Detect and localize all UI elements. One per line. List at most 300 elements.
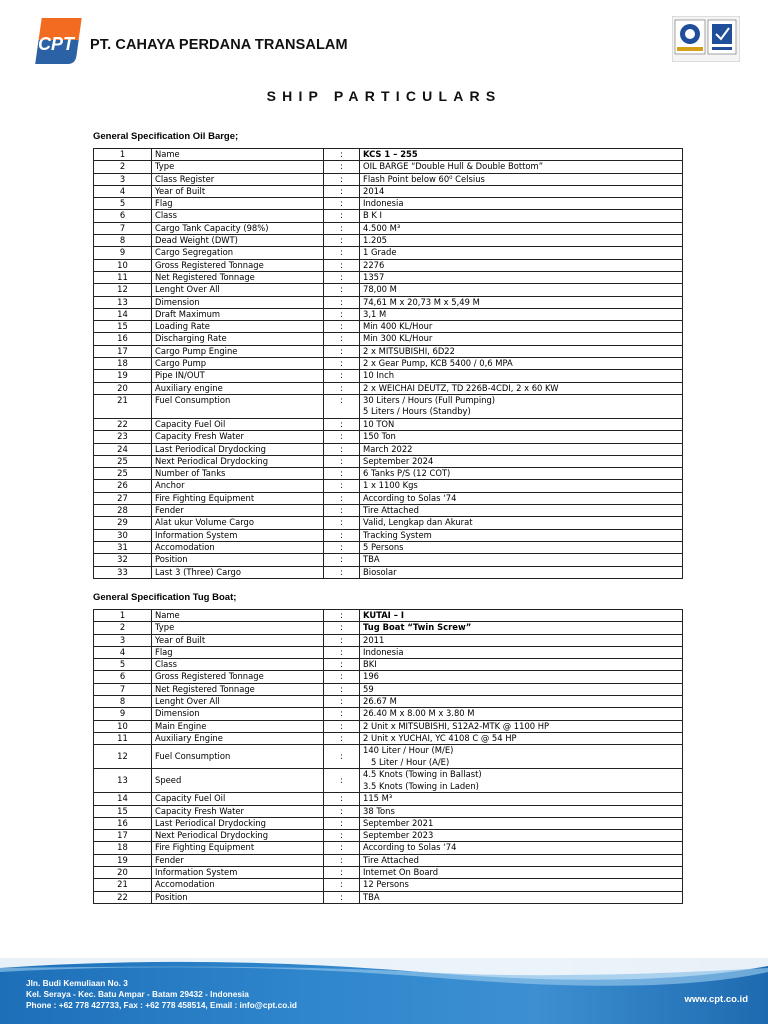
row-number: 5 (94, 659, 152, 671)
value-line: 196 (363, 671, 379, 682)
row-separator: : (324, 222, 360, 234)
row-separator: : (324, 198, 360, 210)
company-logo-icon (30, 16, 82, 66)
address-line-3: Phone : +62 778 427733, Fax : +62 778 458514, Email : info@cpt.co.id (26, 1000, 297, 1010)
row-number: 2 (94, 161, 152, 173)
row-label: Dimension (152, 296, 324, 308)
row-separator: : (324, 891, 360, 903)
row-label: Type (152, 161, 324, 173)
row-number: 25 (94, 468, 152, 480)
oil-barge-spec-table (93, 148, 683, 579)
table-row (94, 830, 683, 842)
value-line: 1 x 1100 Kgs (363, 480, 418, 491)
row-separator: : (324, 517, 360, 529)
row-label: Fuel Consumption (152, 394, 324, 418)
row-number: 3 (94, 173, 152, 185)
table-row (94, 296, 683, 308)
row-separator: : (324, 210, 360, 222)
row-label: Name (152, 149, 324, 161)
value-line: 26.67 M (363, 696, 397, 707)
letterhead (0, 0, 768, 80)
table-row (94, 505, 683, 517)
row-value (360, 854, 683, 866)
row-number: 2 (94, 622, 152, 634)
row-label: Fuel Consumption (152, 745, 324, 769)
row-value (360, 554, 683, 566)
row-number: 20 (94, 867, 152, 879)
row-label: Capacity Fresh Water (152, 431, 324, 443)
row-label: Fender (152, 505, 324, 517)
value-line: TBA (363, 554, 380, 565)
table-row (94, 817, 683, 829)
value-line: Valid, Lengkap dan Akurat (363, 517, 473, 528)
table-row (94, 634, 683, 646)
row-separator: : (324, 492, 360, 504)
table-row (94, 431, 683, 443)
row-value (360, 745, 683, 769)
row-value (360, 418, 683, 430)
row-separator: : (324, 480, 360, 492)
row-value (360, 161, 683, 173)
value-line: 1 Grade (363, 247, 397, 258)
row-label: Anchor (152, 480, 324, 492)
table-row (94, 566, 683, 578)
row-label: Position (152, 891, 324, 903)
row-label: Number of Tanks (152, 468, 324, 480)
row-value (360, 173, 683, 185)
value-line: March 2022 (363, 443, 413, 454)
row-separator: : (324, 842, 360, 854)
value-line: Flash Point below 60⁰ Celsius (363, 173, 485, 184)
row-separator: : (324, 382, 360, 394)
value-line: OIL BARGE “Double Hull & Double Bottom” (363, 161, 544, 172)
row-separator: : (324, 443, 360, 455)
row-number: 15 (94, 805, 152, 817)
row-value (360, 431, 683, 443)
value-line: According to Solas ‘74 (363, 492, 457, 503)
row-separator: : (324, 805, 360, 817)
row-label: Year of Built (152, 634, 324, 646)
row-number: 1 (94, 149, 152, 161)
value-line: Tire Attached (363, 854, 419, 865)
value-line-2: 5 Liter / Hour (A/E) (363, 756, 450, 767)
value-line: TBA (363, 891, 380, 902)
row-label: Cargo Pump Engine (152, 345, 324, 357)
row-value (360, 830, 683, 842)
company-name: PT. CAHAYA PERDANA TRANSALAM (90, 37, 348, 53)
row-value (360, 185, 683, 197)
row-separator: : (324, 284, 360, 296)
row-label: Lenght Over All (152, 696, 324, 708)
table-row (94, 185, 683, 197)
row-value (360, 358, 683, 370)
row-number: 14 (94, 308, 152, 320)
row-value (360, 247, 683, 259)
oil-barge-heading: General Specification Oil Barge; (93, 131, 239, 142)
value-line: 5 Persons (363, 541, 404, 552)
table-row (94, 793, 683, 805)
value-line: KUTAI – I (363, 610, 404, 620)
row-value (360, 646, 683, 658)
table-row (94, 247, 683, 259)
row-value (360, 149, 683, 161)
row-separator: : (324, 321, 360, 333)
row-value (360, 867, 683, 879)
row-separator: : (324, 247, 360, 259)
value-line: 10 Inch (363, 370, 395, 381)
row-separator: : (324, 696, 360, 708)
row-separator: : (324, 271, 360, 283)
value-line: 4.500 M³ (363, 222, 401, 233)
table-row (94, 222, 683, 234)
table-row (94, 259, 683, 271)
table-row (94, 732, 683, 744)
row-number: 17 (94, 830, 152, 842)
table-row (94, 271, 683, 283)
table-row (94, 198, 683, 210)
row-value (360, 370, 683, 382)
row-label: Next Periodical Drydocking (152, 830, 324, 842)
row-label: Name (152, 610, 324, 622)
row-separator: : (324, 235, 360, 247)
row-separator: : (324, 769, 360, 793)
row-separator: : (324, 830, 360, 842)
tug-boat-heading: General Specification Tug Boat; (93, 592, 237, 603)
table-row (94, 842, 683, 854)
row-value (360, 394, 683, 418)
row-separator: : (324, 259, 360, 271)
row-value (360, 793, 683, 805)
table-row (94, 345, 683, 357)
table-row (94, 443, 683, 455)
table-row (94, 284, 683, 296)
row-separator: : (324, 646, 360, 658)
row-value (360, 271, 683, 283)
row-separator: : (324, 345, 360, 357)
row-value (360, 671, 683, 683)
table-row (94, 308, 683, 320)
row-value (360, 345, 683, 357)
row-number: 17 (94, 345, 152, 357)
value-line: 4.5 Knots (Towing in Ballast) (363, 769, 482, 780)
row-separator: : (324, 634, 360, 646)
value-line: 12 Persons (363, 879, 409, 890)
value-line: 30 Liters / Hours (Full Pumping) (363, 394, 496, 405)
row-number: 18 (94, 842, 152, 854)
table-row (94, 492, 683, 504)
row-label: Last Periodical Drydocking (152, 817, 324, 829)
table-row (94, 455, 683, 467)
row-number: 10 (94, 259, 152, 271)
row-number: 29 (94, 517, 152, 529)
table-row (94, 867, 683, 879)
value-line: 26.40 M x 8.00 M x 3.80 M (363, 708, 475, 719)
row-value (360, 284, 683, 296)
table-row (94, 394, 683, 418)
row-number: 24 (94, 443, 152, 455)
row-value (360, 529, 683, 541)
row-number: 3 (94, 634, 152, 646)
table-row (94, 541, 683, 553)
row-number: 14 (94, 793, 152, 805)
row-value (360, 769, 683, 793)
row-value (360, 382, 683, 394)
row-value (360, 891, 683, 903)
row-value (360, 879, 683, 891)
row-label: Capacity Fuel Oil (152, 418, 324, 430)
row-separator: : (324, 659, 360, 671)
row-value (360, 308, 683, 320)
table-row (94, 321, 683, 333)
row-value (360, 455, 683, 467)
row-value (360, 610, 683, 622)
row-separator: : (324, 879, 360, 891)
table-row (94, 210, 683, 222)
row-label: Position (152, 554, 324, 566)
row-number: 6 (94, 210, 152, 222)
value-line: Biosolar (363, 566, 397, 577)
row-value (360, 259, 683, 271)
svg-text:CPT: CPT (38, 34, 74, 54)
row-label: Fender (152, 854, 324, 866)
row-separator: : (324, 671, 360, 683)
row-separator: : (324, 185, 360, 197)
value-line: 2276 (363, 259, 385, 270)
row-value (360, 732, 683, 744)
table-row (94, 382, 683, 394)
row-value (360, 541, 683, 553)
row-number: 32 (94, 554, 152, 566)
row-number: 4 (94, 185, 152, 197)
row-label: Pipe IN/OUT (152, 370, 324, 382)
value-line: 1357 (363, 271, 385, 282)
row-number: 12 (94, 745, 152, 769)
value-line: 2011 (363, 634, 385, 645)
value-line: 140 Liter / Hour (M/E) (363, 745, 454, 756)
row-separator: : (324, 333, 360, 345)
row-number: 19 (94, 854, 152, 866)
row-label: Dead Weight (DWT) (152, 235, 324, 247)
row-number: 22 (94, 891, 152, 903)
row-value (360, 634, 683, 646)
table-row (94, 720, 683, 732)
value-line: Min 300 KL/Hour (363, 333, 433, 344)
table-row (94, 769, 683, 793)
row-number: 27 (94, 492, 152, 504)
row-value (360, 505, 683, 517)
value-line: September 2024 (363, 455, 434, 466)
row-number: 31 (94, 541, 152, 553)
row-number: 13 (94, 296, 152, 308)
table-row (94, 149, 683, 161)
row-number: 7 (94, 683, 152, 695)
row-number: 18 (94, 358, 152, 370)
row-number: 11 (94, 271, 152, 283)
document-title: SHIP PARTICULARS (266, 88, 502, 104)
row-separator: : (324, 431, 360, 443)
row-separator: : (324, 554, 360, 566)
row-separator: : (324, 358, 360, 370)
row-separator: : (324, 793, 360, 805)
row-label: Net Registered Tonnage (152, 271, 324, 283)
row-number: 26 (94, 480, 152, 492)
row-separator: : (324, 149, 360, 161)
row-label: Capacity Fuel Oil (152, 793, 324, 805)
table-row (94, 517, 683, 529)
row-number: 21 (94, 879, 152, 891)
value-line: September 2023 (363, 830, 434, 841)
row-number: 12 (94, 284, 152, 296)
row-value (360, 321, 683, 333)
row-label: Accomodation (152, 879, 324, 891)
row-value (360, 517, 683, 529)
row-separator: : (324, 394, 360, 418)
row-label: Fire Fighting Equipment (152, 492, 324, 504)
value-line: 2 x WEICHAI DEUTZ, TD 226B-4CDI, 2 x 60 KW (363, 382, 559, 393)
table-row (94, 173, 683, 185)
value-line-2: 5 Liters / Hours (Standby) (363, 406, 471, 417)
row-label: Class (152, 659, 324, 671)
row-label: Gross Registered Tonnage (152, 259, 324, 271)
row-value (360, 480, 683, 492)
row-label: Year of Built (152, 185, 324, 197)
row-label: Dimension (152, 708, 324, 720)
row-value (360, 683, 683, 695)
value-line: 59 (363, 683, 374, 694)
row-separator: : (324, 720, 360, 732)
row-label: Alat ukur Volume Cargo (152, 517, 324, 529)
row-value (360, 296, 683, 308)
row-label: Lenght Over All (152, 284, 324, 296)
row-label: Information System (152, 867, 324, 879)
row-label: Cargo Segregation (152, 247, 324, 259)
table-row (94, 671, 683, 683)
website-link[interactable]: www.cpt.co.id (684, 994, 748, 1005)
value-line: 78,00 M (363, 284, 397, 295)
table-row (94, 235, 683, 247)
row-separator: : (324, 455, 360, 467)
value-line: 2 Unit x YUCHAI, YC 4108 C @ 54 HP (363, 732, 517, 743)
table-row (94, 161, 683, 173)
table-row (94, 622, 683, 634)
row-number: 15 (94, 321, 152, 333)
row-value (360, 333, 683, 345)
row-value (360, 659, 683, 671)
row-separator: : (324, 867, 360, 879)
table-row (94, 370, 683, 382)
row-separator: : (324, 529, 360, 541)
row-number: 19 (94, 370, 152, 382)
row-label: Speed (152, 769, 324, 793)
row-label: Last 3 (Three) Cargo (152, 566, 324, 578)
tug-boat-spec-table (93, 609, 683, 904)
row-label: Next Periodical Drydocking (152, 455, 324, 467)
table-row (94, 891, 683, 903)
row-separator: : (324, 622, 360, 634)
table-row (94, 610, 683, 622)
row-label: Flag (152, 646, 324, 658)
table-row (94, 468, 683, 480)
row-number: 1 (94, 610, 152, 622)
row-number: 8 (94, 696, 152, 708)
row-value (360, 817, 683, 829)
value-line: B K I (363, 210, 383, 221)
row-label: Main Engine (152, 720, 324, 732)
table-row (94, 696, 683, 708)
row-label: Class (152, 210, 324, 222)
table-row (94, 879, 683, 891)
value-line: Tracking System (363, 529, 432, 540)
row-separator: : (324, 161, 360, 173)
row-number: 20 (94, 382, 152, 394)
value-line: 10 TON (363, 418, 395, 429)
row-label: Fire Fighting Equipment (152, 842, 324, 854)
row-value (360, 842, 683, 854)
row-label: Capacity Fresh Water (152, 805, 324, 817)
row-separator: : (324, 610, 360, 622)
row-value (360, 805, 683, 817)
value-line: 2 x MITSUBISHI, 6D22 (363, 345, 455, 356)
row-value (360, 222, 683, 234)
row-value (360, 696, 683, 708)
table-row (94, 480, 683, 492)
row-label: Information System (152, 529, 324, 541)
row-separator: : (324, 745, 360, 769)
row-number: 10 (94, 720, 152, 732)
row-number: 11 (94, 732, 152, 744)
footer-banner (0, 958, 768, 1024)
row-separator: : (324, 370, 360, 382)
table-row (94, 854, 683, 866)
row-label: Accomodation (152, 541, 324, 553)
value-line: KCS 1 – 255 (363, 149, 418, 159)
value-line: Tug Boat “Twin Screw” (363, 622, 472, 633)
row-number: 16 (94, 817, 152, 829)
value-line: 74,61 M x 20,73 M x 5,49 M (363, 296, 480, 307)
row-label: Auxiliary Engine (152, 732, 324, 744)
row-value (360, 235, 683, 247)
row-separator: : (324, 418, 360, 430)
row-number: 4 (94, 646, 152, 658)
table-row (94, 646, 683, 658)
value-line: 38 Tons (363, 805, 395, 816)
row-value (360, 492, 683, 504)
table-row (94, 529, 683, 541)
value-line: 6 Tanks P/S (12 COT) (363, 468, 451, 479)
row-value (360, 720, 683, 732)
row-separator: : (324, 505, 360, 517)
table-row (94, 805, 683, 817)
table-row (94, 745, 683, 769)
value-line: 2014 (363, 185, 385, 196)
row-number: 5 (94, 198, 152, 210)
row-label: Flag (152, 198, 324, 210)
table-row (94, 659, 683, 671)
row-number: 33 (94, 566, 152, 578)
table-row (94, 333, 683, 345)
row-separator: : (324, 296, 360, 308)
row-label: Class Register (152, 173, 324, 185)
table-row (94, 418, 683, 430)
row-separator: : (324, 308, 360, 320)
footer-address (26, 978, 297, 1011)
row-label: Loading Rate (152, 321, 324, 333)
row-label: Discharging Rate (152, 333, 324, 345)
value-line: Indonesia (363, 198, 404, 209)
value-line: 2 Unit x MITSUBISHI, S12A2-MTK @ 1100 HP (363, 720, 550, 731)
row-separator: : (324, 854, 360, 866)
row-number: 13 (94, 769, 152, 793)
